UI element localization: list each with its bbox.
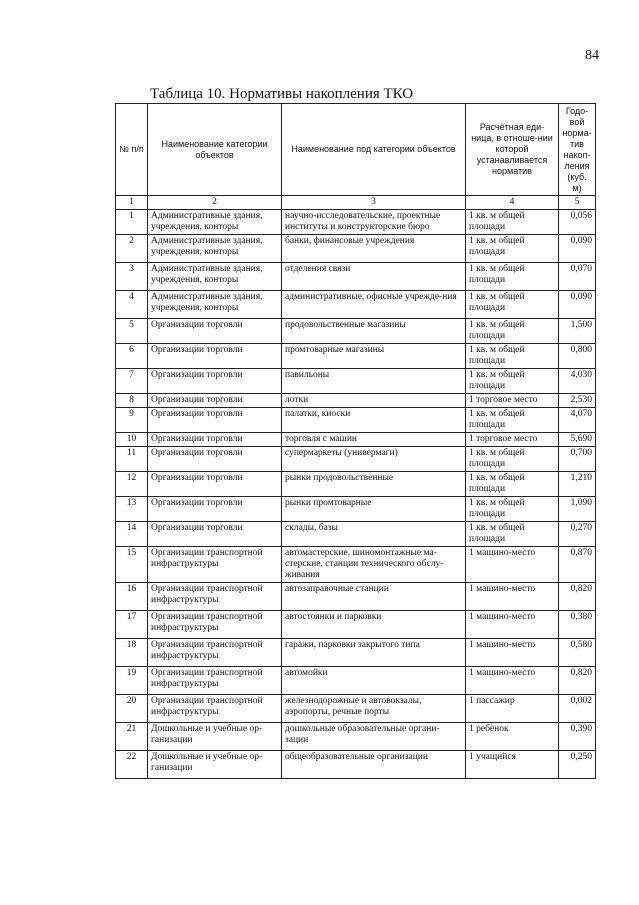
row-number: 12 [116, 472, 148, 497]
row-category: Организации торговли [148, 522, 282, 547]
row-subcategory: административные, офисные учрежде-ния [282, 291, 466, 319]
row-number: 4 [116, 291, 148, 319]
row-subcategory: торговля с машин [282, 433, 466, 447]
row-category: Организации транспортной инфраструктуры [148, 547, 282, 583]
row-category: Организации торговли [148, 369, 282, 394]
row-subcategory: лотки [282, 394, 466, 408]
row-number: 18 [116, 639, 148, 667]
row-number: 1 [116, 210, 148, 235]
row-subcategory: склады, базы [282, 522, 466, 547]
row-number: 14 [116, 522, 148, 547]
row-unit: 1 торговое место [466, 394, 559, 408]
table-row [116, 751, 596, 779]
row-unit: 1 кв. м общей площади [466, 235, 559, 263]
row-number: 9 [116, 408, 148, 433]
row-norm-value: 5,690 [559, 433, 596, 447]
row-category: Административные здания, учреждения, конторы [148, 263, 282, 291]
row-unit: 1 кв. м общей площади [466, 447, 559, 472]
row-number: 5 [116, 319, 148, 344]
row-category: Организации торговли [148, 394, 282, 408]
table-row [116, 723, 596, 751]
row-subcategory: автостоянки и парковки [282, 611, 466, 639]
row-norm-value: 0,250 [559, 751, 596, 779]
header-row [116, 104, 596, 196]
row-norm-value: 4,070 [559, 408, 596, 433]
row-unit: 1 машино-место [466, 639, 559, 667]
row-number: 22 [116, 751, 148, 779]
row-number: 13 [116, 497, 148, 522]
row-category: Организации торговли [148, 408, 282, 433]
table-title: Таблица 10. Нормативы накопления ТКО [150, 86, 414, 102]
row-number: 6 [116, 344, 148, 369]
row-unit: 1 кв. м общей площади [466, 263, 559, 291]
row-subcategory: дошкольные образовательные органи-зации [282, 723, 466, 751]
row-norm-value: 1,210 [559, 472, 596, 497]
row-unit: 1 пассажир [466, 695, 559, 723]
row-norm-value: 1,090 [559, 497, 596, 522]
row-number: 21 [116, 723, 148, 751]
row-unit: 1 ребёнок [466, 723, 559, 751]
row-category: Дошкольные и учебные ор-ганизации [148, 751, 282, 779]
row-category: Организации торговли [148, 344, 282, 369]
row-norm-value: 0,390 [559, 723, 596, 751]
row-number: 10 [116, 433, 148, 447]
column-number: 1 [116, 196, 148, 210]
row-norm-value: 4,030 [559, 369, 596, 394]
table-row [116, 522, 596, 547]
table-row [116, 344, 596, 369]
table-row [116, 611, 596, 639]
header-subcategory: Наименование под категории объектов [282, 104, 466, 196]
row-unit: 1 кв. м общей площади [466, 408, 559, 433]
row-category: Организации торговли [148, 433, 282, 447]
row-norm-value: 2,530 [559, 394, 596, 408]
row-number: 8 [116, 394, 148, 408]
row-subcategory: автомойки [282, 667, 466, 695]
row-category: Организации транспортной инфраструктуры [148, 667, 282, 695]
row-norm-value: 1,500 [559, 319, 596, 344]
row-category: Организации торговли [148, 447, 282, 472]
row-subcategory: отделения связи [282, 263, 466, 291]
row-category: Организации транспортной инфраструктуры [148, 611, 282, 639]
table-row [116, 394, 596, 408]
row-subcategory: павильоны [282, 369, 466, 394]
row-category: Административные здания, учреждения, конторы [148, 210, 282, 235]
row-number: 19 [116, 667, 148, 695]
row-unit: 1 кв. м общей площади [466, 522, 559, 547]
row-subcategory: научно-исследовательские, проектные институты и конструкторские бюро [282, 210, 466, 235]
row-subcategory: продовольственные магазины [282, 319, 466, 344]
table-row [116, 583, 596, 611]
table-row [116, 433, 596, 447]
row-norm-value: 0,580 [559, 639, 596, 667]
row-norm-value: 0,870 [559, 547, 596, 583]
column-number: 4 [466, 196, 559, 210]
row-unit: 1 учащийся [466, 751, 559, 779]
column-number: 5 [559, 196, 596, 210]
table-row [116, 263, 596, 291]
table-row [116, 235, 596, 263]
row-number: 20 [116, 695, 148, 723]
table-row [116, 667, 596, 695]
row-subcategory: рынки продовольственные [282, 472, 466, 497]
row-norm-value: 0,700 [559, 447, 596, 472]
row-norm-value: 0,820 [559, 583, 596, 611]
row-subcategory: автозаправочные станции [282, 583, 466, 611]
row-norm-value: 0,002 [559, 695, 596, 723]
table-row [116, 408, 596, 433]
row-category: Организации торговли [148, 319, 282, 344]
row-unit: 1 машино-место [466, 583, 559, 611]
header-unit: Расчётная еди-ница, в отноше-нии которой устанавливается норматив [466, 104, 559, 196]
row-norm-value: 0,800 [559, 344, 596, 369]
column-number: 3 [282, 196, 466, 210]
row-category: Организации транспортной инфраструктуры [148, 639, 282, 667]
row-subcategory: промтоварные магазины [282, 344, 466, 369]
row-subcategory: железнодорожные и автовокзалы, аэропорты, речные порты [282, 695, 466, 723]
table-row [116, 695, 596, 723]
row-norm-value: 0,380 [559, 611, 596, 639]
row-unit: 1 кв. м общей площади [466, 472, 559, 497]
table-row [116, 639, 596, 667]
row-subcategory: супермаркеты (универмаги) [282, 447, 466, 472]
row-subcategory: банки, финансовые учреждения [282, 235, 466, 263]
row-unit: 1 торговое место [466, 433, 559, 447]
table-row [116, 497, 596, 522]
row-unit: 1 машино-место [466, 547, 559, 583]
table-row [116, 369, 596, 394]
row-subcategory: палатки, киоски [282, 408, 466, 433]
row-number: 16 [116, 583, 148, 611]
row-subcategory: рынки промтоварные [282, 497, 466, 522]
norms-table [115, 103, 596, 779]
row-unit: 1 кв. м общей площади [466, 291, 559, 319]
row-subcategory: общеобразовательные организации [282, 751, 466, 779]
row-unit: 1 машино-место [466, 667, 559, 695]
row-number: 2 [116, 235, 148, 263]
column-number: 2 [148, 196, 282, 210]
row-number: 7 [116, 369, 148, 394]
row-number: 3 [116, 263, 148, 291]
row-subcategory: автомастерские, шиномонтажные ма-стерские, станции технического обслу-живания [282, 547, 466, 583]
table-row [116, 319, 596, 344]
table-row [116, 291, 596, 319]
column-number-row [116, 196, 596, 210]
row-subcategory: гаражи, парковки закрытого типа [282, 639, 466, 667]
row-unit: 1 машино-место [466, 611, 559, 639]
row-category: Дошкольные и учебные ор-ганизации [148, 723, 282, 751]
header-category: Наименование категории объектов [148, 104, 282, 196]
row-norm-value: 0,070 [559, 263, 596, 291]
row-norm-value: 0,820 [559, 667, 596, 695]
table-row [116, 210, 596, 235]
table-row [116, 472, 596, 497]
row-number: 17 [116, 611, 148, 639]
row-unit: 1 кв. м общей площади [466, 319, 559, 344]
row-number: 15 [116, 547, 148, 583]
row-unit: 1 кв. м общей площади [466, 210, 559, 235]
header-number: № п/п [116, 104, 148, 196]
row-category: Организации транспортной инфраструктуры [148, 583, 282, 611]
header-norm: Годо-вой норма-тив накоп-ления (куб. м) [559, 104, 596, 196]
table-body [116, 210, 596, 779]
row-category: Административные здания, учреждения, конторы [148, 291, 282, 319]
row-norm-value: 0,056 [559, 210, 596, 235]
row-norm-value: 0,090 [559, 235, 596, 263]
row-category: Организации торговли [148, 497, 282, 522]
row-number: 11 [116, 447, 148, 472]
row-category: Организации транспортной инфраструктуры [148, 695, 282, 723]
table-row [116, 547, 596, 583]
page-number: 84 [585, 48, 599, 63]
table-row [116, 447, 596, 472]
row-category: Организации торговли [148, 472, 282, 497]
row-unit: 1 кв. м общей площади [466, 344, 559, 369]
row-norm-value: 0,090 [559, 291, 596, 319]
row-norm-value: 0,270 [559, 522, 596, 547]
row-category: Административные здания, учреждения, конторы [148, 235, 282, 263]
row-unit: 1 кв. м общей площади [466, 369, 559, 394]
row-unit: 1 кв. м общей площади [466, 497, 559, 522]
